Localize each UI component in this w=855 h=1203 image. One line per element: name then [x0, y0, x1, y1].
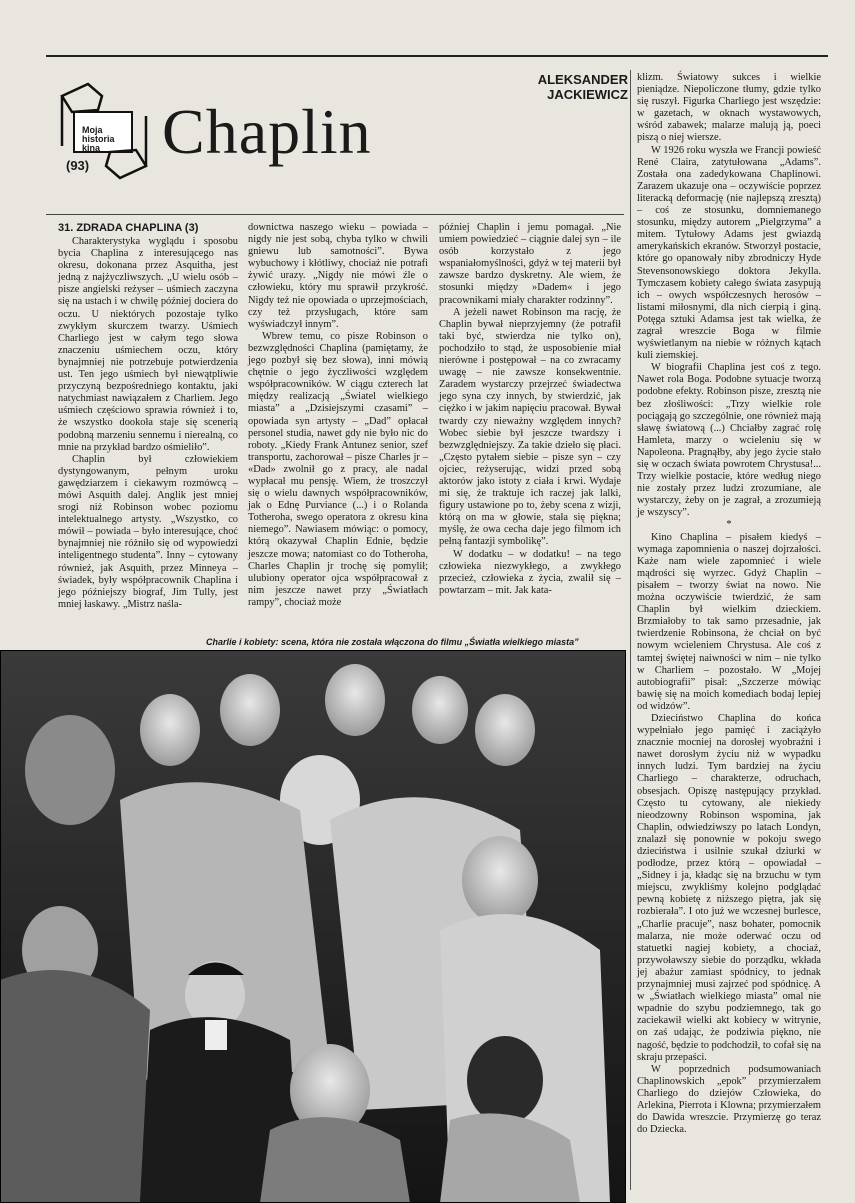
author-name: ALEKSANDER JACKIEWICZ [537, 72, 628, 102]
paragraph: klizm. Światowy sukces i wielkie pieniądze. Niepoliczone tłumy, gdzie tylko się ruszył. Figurka Charliego jest wszędzie: w gazetach, w oknach wystawowych, wśród zabawek; malarze malują ją, poeci piszą o niej wiersze. [637, 72, 821, 144]
paragraph: A jeżeli nawet Robinson ma rację, że Chaplin bywał nieprzyjemny (że potrafił taki być, stwierdza nie tylko on), pochodziło to stąd, że usposobienie miał nierówne i postępował – na co zwracamy uwagę – nie zawsze konsekwentnie. Zaradem wystarczy przejrzeć świadectwa jego syna czy innych, by stwierdzić, jak ciężko i w jakim napięciu pracował. Bywał twardy czy nieważny względem innych? Wobec siebie był jeszcze twardszy i bezwzględniejszy. Za takie dzieło się płaci. „Często pytałem siebie – pisze syn – czy ojciec, reżyserując, widzi przed sobą aktorów jako istoty z ciała i krwi. Wydaje mi się, że traktuje ich raczej jak lalki, figury ustawione po to, żeby scena z wizji, którą on ma w głowie, stała się piękna; myślę, że owa cecha daje jego filmom ich pełną fantazji symbolikę”. [439, 306, 621, 548]
page-title: Chaplin [162, 96, 372, 167]
issue-number: (93) [66, 158, 90, 173]
article-column-4 [637, 72, 821, 1136]
paragraph: W poprzednich podsumowaniach Chaplinowskich „epok” przymierzałem Charliego do dziejów Człowieka, do Arlekina, Pierrota i Klowna; przymierzałem do Dawida wreszcie. Przymierzę go teraz do Dziecka. [637, 1063, 821, 1136]
column-divider [630, 70, 631, 1190]
article-column-2 [248, 222, 428, 609]
film-still-image [0, 650, 626, 1203]
section-heading: 31. ZDRADA CHAPLINA (3) [58, 222, 199, 234]
paragraph: W biografii Chaplina jest coś z tego. Nawet rola Boga. Podobne sytuacje tworzą podobne efekty. Robinson pisze, zresztą nie bez złośliwości: „Trzy wielkie role pociągają go szczególnie, one również mają sławę światową (...) Chciałby zagrać rolę Hamleta, marzy o wcieleniu się w Napoleona. Pragnąłby, aby jego życie stało się w oczach świata powrotem Chrystusa!... Trzy wielkie postacie, które według niego nie zostały przez ludzi zrozumiane, ale wystarczy, żeby on je zagrał, a zrozumieją je wszyscy”. [637, 362, 821, 519]
paragraph: Charakterystyka wyglądu i sposobu bycia Chaplina z interesującego nas okresu, dokonana przez Asquitha, jest jedną z najżyczliwszych. „U wielu osób – pisze angielski reżyser – uśmiech zaczyna się na ustach i w chwilę później dociera do oczu. U niektórych pozostaje tylko zwykłym skurczem twarzy. Uśmiech Charliego jest w całym tego słowa znaczeniu uśmiechem oczu, który bynajmniej nie potrzebuje potwierdzenia ust. Ten jego uśmiech był niewątpliwie przyczyną bezpośredniego kontaktu, jaki natychmiast nawiązałem z Charliem. Jego uśmiech częściowo sprawia również i to, że wszystko dookoła staje się scenerią podobną marzeniu sennemu i nierealną, co mnie na przykład bardzo ośmieliło”. [58, 236, 238, 453]
section-separator: * [726, 519, 732, 531]
paragraph: Wbrew temu, co pisze Robinson o bezwzględności Chaplina (pamiętamy, że jego pozbył się bez słowa), inni mówią chętnie o jego życzliwości względem współpracowników. W ciągu czterech lat między realizacją „Światel wielkiego miasta” a „Dzisiejszymi czasami” – opowiada syn artysty – „Dad” opłacał personel studia, nawet gdy nie było nic do roboty. „Kiedy Frank Antunez senior, szef transportu, zachorował – pisze Charles jr – «Dad» zwolnił go z pracy, ale nadal wypłacał mu pensję. Wiem, że troszczył się o wielu dawnych współpracowników, jak o Ednę Purviance (...) i o Rolanda Totheroha, swego operatora z okresu kina niemego”. Nawiasem mówiąc: o pomocy, którą okazywał Chaplin Ednie, będzie jeszcze mowa; natomiast co do Totheroha, Charles Chaplin jr trochę się pomylił; ulubiony operator ojca współpracował z nim jeszcze nawet przy „Światłach rampy”, chociaż może [248, 330, 428, 608]
paragraph: później Chaplin i jemu pomagał. „Nie umiem powiedzieć – ciągnie dalej syn – ile osób korzystało z jego wspaniałomyślności, gdyż w tej materii był zawsze bardzo dyskretny. Ale wiem, że stosunki między »Dadem« i jego pracownikami miały charakter rodzinny”. [439, 222, 621, 306]
header-divider [46, 214, 624, 215]
paragraph: Dzieciństwo Chaplina do końca wypełniało jego pamięć i zaciążyło znacznie mocniej na dorosłej wyobraźni i nawet dorosłym życiu niż w wypadku innych ludzi. Tym bardziej na życiu Charliego – charakterze, odruchach, obsesjach. Opiszę następujący przykład. Często tu cytowany, ale niekiedy nieodzowny Robinson wspomina, jak Chaplin, odwiedziwszy po latach Londyn, znalazł się ponownie w pokoju swego dzieciństwa i usilnie szukał dziurki w podłodze, przez którą – opowiadał – „Sidney i ja, kładąc się na brzuchu w tym miejscu, zwykliśmy kolejno podglądać pewną kobietę z niższego piętra, jak się rozbierała”. I oto już we wczesnej burlesce, „Charlie pracuje”, nasz bohater, pomocnik malarza, nie może oderwać oczu od statuetki nagiej kobiety, a chociaż, przywoławszy siebie do porządku, wkłada jej abażur zamiast spódnicy, to jednak przynajmniej musi zajrzeć pod spódnicę. A w „Światłach wielkiego miasta” omal nie wpadnie do szybu podziemnego, tak go zaciekawił wielki akt kobiecy w witrynie, on zaś udając, że podziwia piękno, nie nagość, będzie to podchodził, to cofał się na skraju przepaści. [637, 712, 821, 1063]
article-column-1 [58, 222, 238, 611]
top-rule [46, 55, 828, 57]
paragraph: W 1926 roku wyszła we Francji powieść René Claira, zatytułowana „Adams”. Została ona zadedykowana Chaplinowi. Zarazem ukazuje ona – oczywiście poprzez literacką deformację (nie najlepszą zresztą) – coś ze stosunku, domniemanego stosunku, między autorem „Pielgrzyma” a mitem. Tytułowy Adams jest gwiazdą amerykańskich ekranów. Stworzył postacie, które go opanowały niby zbrodniczy Hyde Stevensonowskiego doktora Jekylla. Tymczasem kobiety całego świata zasypują ich – owych współczesnych herosów – listami miłosnymi, dla nich cierpią i giną. Potęga sztuki Adamsa jest tak wielka, że zagrał wreszcie Boga w filmie wyświetlanym na niebie w różnych kątach kuli ziemskiej. [637, 144, 821, 362]
article-column-3 [439, 222, 621, 597]
paragraph: Chaplin był człowiekiem dystyngowanym, pełnym uroku gawędziarzem i ciekawym rozmówcą – mówi Asquith dalej. Anglik jest mniej srogi niż Robinson wobec poziomu intelektualnego artysty. „Wszystko, co mówił – powiada – było interesujące, choć bynajmniej nie różniło się od wypowiedzi inteligentnego studenta”. Inny – cytowany również, jak Asquith, przez Minneya – świadek, były współpracownik Chaplina i jego późniejszy biograf, Jim Tully, jest mniej łaskawy. „Mistrz naśla- [58, 453, 238, 610]
paragraph: downictwa naszego wieku – powiada – nigdy nie jest sobą, chyba tylko w chwili gniewu lub samotności”. Bywa wybuchowy i kłótliwy, chociaż nie potrafi żywić urazy. „Nigdy nie mówi źle o człowieku, który mu sprawił przykrość. Nigdy też nie opowiada o uprzejmościach, czy też przysługach, które sam wyświadczył innym”. [248, 222, 428, 330]
paragraph: Kino Chaplina – pisałem kiedyś – wymaga zapomnienia o naszej dojrzałości. Każe nam wiele zapomnieć i wiele mądrości się wyrzec. Gdyż Chaplin – pisałem – tworzy świat na nowo. Nie można oczywiście twierdzić, że sam Chaplin był wielkim dzieckiem. Brzmiałoby to tak samo przesadnie, jak twierdzenie Robinsona, że chciał on być nowym wcieleniem Chrystusa. Ale coś z tamtej świętej naiwności w nim – nie tylko w Charliem – pozostało. W „Mojej autobiografii” pisał: „Szczerze mówiąc bawię się na moich komediach bodaj lepiej od widzów”. [637, 531, 821, 712]
series-label: Moja historia kina [82, 125, 115, 153]
film-still-photo [0, 650, 626, 1203]
paragraph: W dodatku – w dodatku! – na tego człowieka niezwykłego, a zwykłego przecież, człowieka z życia, zwalił się – powtarzam – mit. Jak kata- [439, 548, 621, 596]
photo-caption: Charlie i kobiety: scena, która nie została włączona do filmu „Światła wielkiego miasta” [206, 637, 579, 647]
